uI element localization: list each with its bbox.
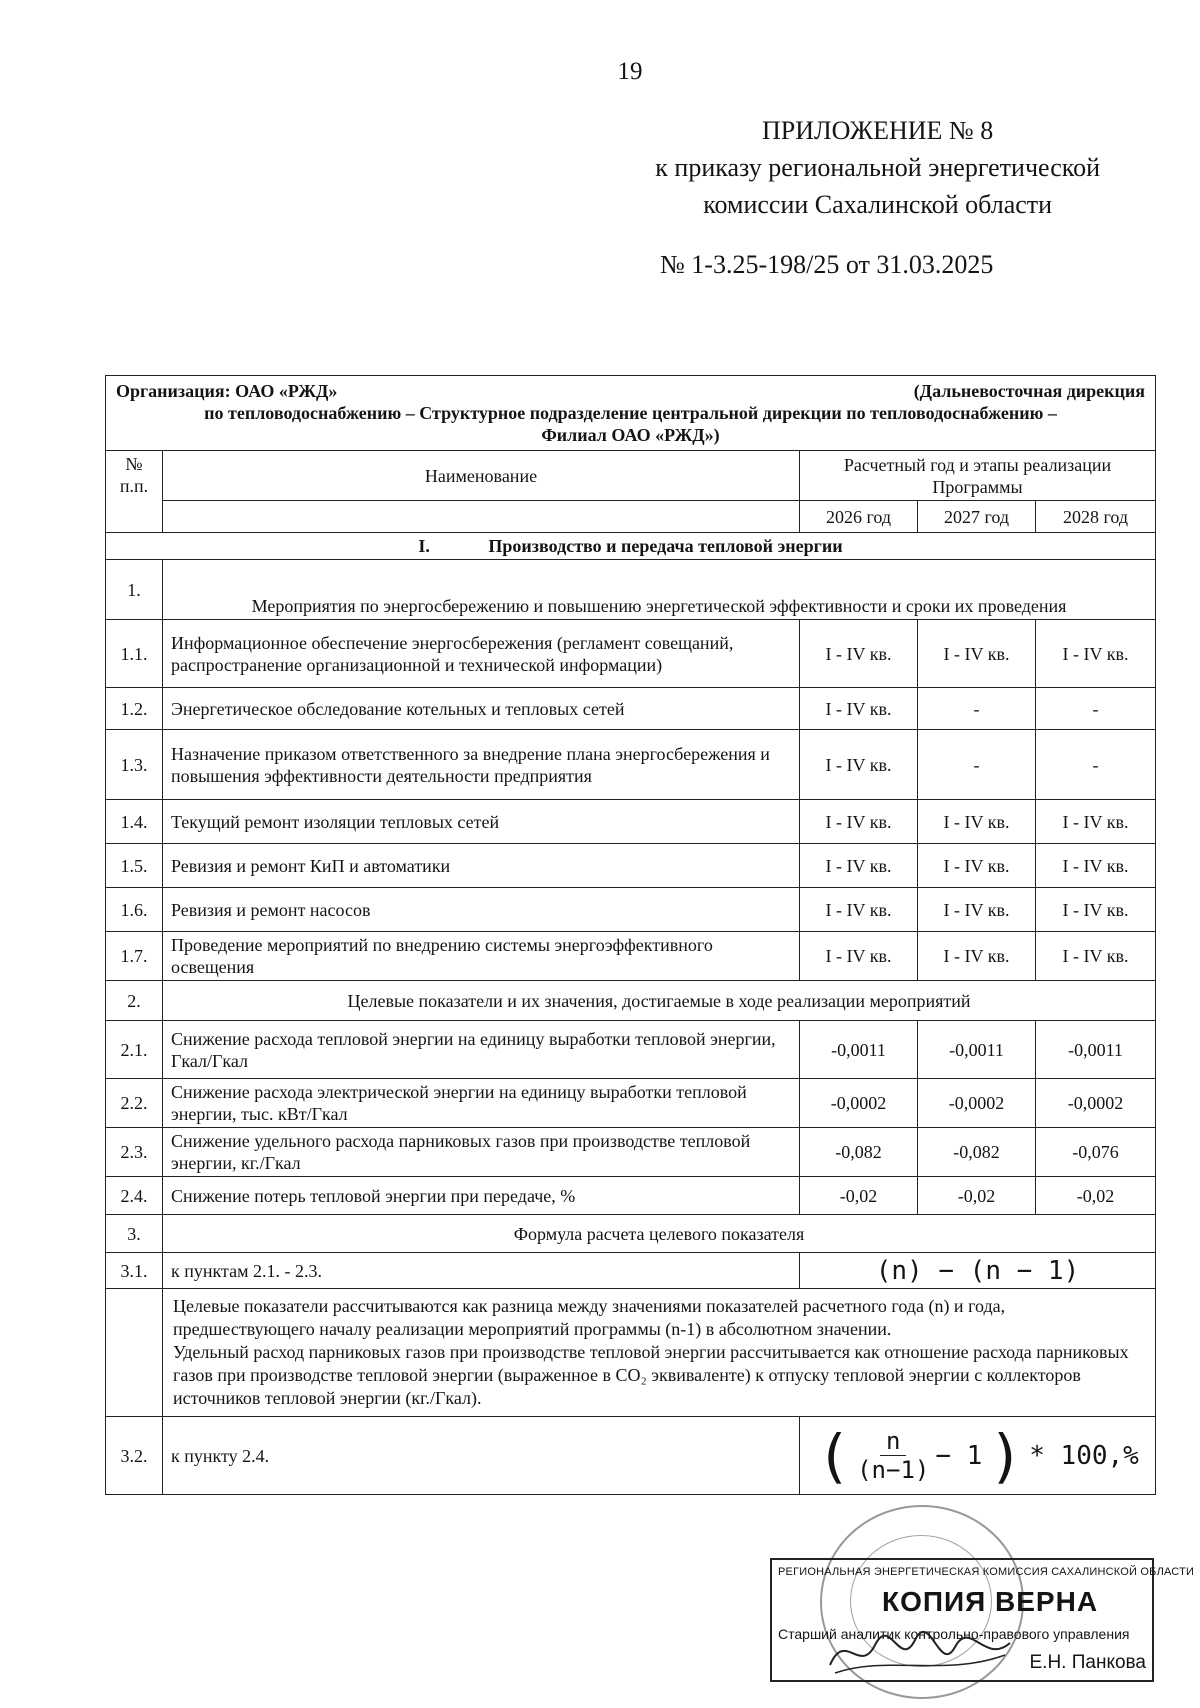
row-name: к пунктам 2.1. - 2.3.	[163, 1253, 800, 1289]
fraction-numerator: n	[880, 1427, 906, 1456]
row-value-2028: -0,076	[1036, 1128, 1156, 1177]
row-num: 2.2.	[106, 1079, 163, 1128]
formula-difference: (n) − (n − 1)	[800, 1253, 1156, 1289]
row-num: 2.1.	[106, 1021, 163, 1079]
row-num: 2.3.	[106, 1128, 163, 1177]
left-paren-glyph: (	[816, 1421, 852, 1490]
handwritten-signature-icon	[825, 1625, 1015, 1680]
row-value-2026: I - IV кв.	[800, 888, 918, 932]
row-num: 1.3.	[106, 730, 163, 800]
row-value-2028: -	[1036, 688, 1156, 730]
row-name: Снижение расхода тепловой энергии на единицу выработки тепловой энергии, Гкал/Гкал	[163, 1021, 800, 1079]
row-value-2026: I - IV кв.	[800, 844, 918, 888]
stamp-organization: РЕГИОНАЛЬНАЯ ЭНЕРГЕТИЧЕСКАЯ КОМИССИЯ САХАЛИНСКОЙ ОБЛАСТИ	[778, 1566, 1195, 1578]
organization-name: Организация: ОАО «РЖД»	[116, 381, 338, 401]
header-period: Расчетный год и этапы реализации Программы	[800, 451, 1156, 501]
row-value-2026: I - IV кв.	[800, 800, 918, 844]
row-value-2027: -0,0011	[918, 1021, 1036, 1079]
row-num: 1.4.	[106, 800, 163, 844]
formula-percent	[808, 1421, 1147, 1490]
row-value-2028: I - IV кв.	[1036, 620, 1156, 688]
row-name: Снижение потерь тепловой энергии при передаче, %	[163, 1177, 800, 1215]
row-value-2026: I - IV кв.	[800, 730, 918, 800]
row-value-2027: -	[918, 688, 1036, 730]
table-row	[106, 800, 1156, 844]
row-value-2026: -0,0011	[800, 1021, 918, 1079]
row-name: к пункту 2.4.	[163, 1417, 800, 1495]
row-value-2027: -	[918, 730, 1036, 800]
row-value-2028: I - IV кв.	[1036, 888, 1156, 932]
note-paragraph-2: Удельный расход парниковых газов при производстве тепловой энергии рассчитывается как отношение расхода парниковых газов при производстве тепловой энергии (выраженное в CO₂ эквиваленте) к отпуску тепловой энергии с коллекторов источников тепловой энергии (кг./Гкал).	[173, 1342, 1129, 1408]
formula-suffix: * 100,%	[1029, 1440, 1139, 1471]
row-value-2028: -0,02	[1036, 1177, 1156, 1215]
row-value-2026: I - IV кв.	[800, 620, 918, 688]
note-paragraph-1: Целевые показатели рассчитываются как разница между значениями показателей расчетного года (n) и года, предшествующего началу реализации мероприятий программы (n-1) в абсолютном значении.	[173, 1296, 1006, 1339]
organization-line-2: по тепловодоснабжению – Структурное подразделение центральной дирекции по тепловодоснабжению –	[204, 403, 1057, 423]
note-cell	[163, 1289, 1156, 1417]
row-value-2028: -	[1036, 730, 1156, 800]
section-row	[106, 533, 1156, 560]
page-number: 19	[617, 58, 643, 85]
year-2027: 2027 год	[918, 501, 1036, 533]
row-name: Проведение мероприятий по внедрению системы энергоэффективного освещения	[163, 932, 800, 981]
row-value-2027: I - IV кв.	[918, 888, 1036, 932]
row-value-2027: -0,082	[918, 1128, 1036, 1177]
group-row-1	[106, 560, 1156, 620]
table-row	[106, 688, 1156, 730]
group-3-num: 3.	[106, 1215, 163, 1253]
table-row	[106, 888, 1156, 932]
row-value-2027: I - IV кв.	[918, 620, 1036, 688]
row-value-2027: I - IV кв.	[918, 844, 1036, 888]
formula-tail: − 1	[935, 1440, 983, 1471]
row-value-2026: I - IV кв.	[800, 688, 918, 730]
appendix-line-2: к приказу региональной энергетической	[655, 153, 1100, 182]
row-value-2028: I - IV кв.	[1036, 932, 1156, 981]
organization-division: (Дальневосточная дирекция	[913, 381, 1146, 401]
row-num: 1.5.	[106, 844, 163, 888]
right-paren-glyph: )	[988, 1421, 1024, 1490]
appendix-header	[655, 112, 1100, 223]
row-num: 2.4.	[106, 1177, 163, 1215]
table-row	[106, 1079, 1156, 1128]
group-2-num: 2.	[106, 981, 163, 1021]
organization-cell	[106, 376, 1156, 451]
year-2026: 2026 год	[800, 501, 918, 533]
row-value-2028: I - IV кв.	[1036, 844, 1156, 888]
row-value-2027: I - IV кв.	[918, 800, 1036, 844]
formula-percent-cell	[800, 1417, 1156, 1495]
appendix-title: ПРИЛОЖЕНИЕ № 8	[762, 116, 994, 145]
group-2-title: Целевые показатели и их значения, достигаемые в ходе реализации мероприятий	[163, 981, 1156, 1021]
group-row-2	[106, 981, 1156, 1021]
section-heading	[106, 533, 1156, 560]
row-num: 3.1.	[106, 1253, 163, 1289]
header-num: № п.п.	[106, 451, 163, 533]
row-name: Ревизия и ремонт насосов	[163, 888, 800, 932]
section-title: Производство и передача тепловой энергии	[488, 536, 843, 556]
row-value-2026: -0,02	[800, 1177, 918, 1215]
row-value-2028: -0,0011	[1036, 1021, 1156, 1079]
stamp-title: КОПИЯ ВЕРНА	[882, 1586, 1099, 1617]
row-value-2027: I - IV кв.	[918, 932, 1036, 981]
appendix-line-3: комиссии Сахалинской области	[703, 190, 1053, 219]
table-row	[106, 1177, 1156, 1215]
header-years-row	[106, 501, 1156, 533]
section-roman: I.	[418, 536, 430, 556]
year-2028: 2028 год	[1036, 501, 1156, 533]
group-3-title: Формула расчета целевого показателя	[163, 1215, 1156, 1253]
table-row	[106, 1128, 1156, 1177]
header-empty	[163, 501, 800, 533]
row-value-2028: -0,0002	[1036, 1079, 1156, 1128]
row-value-2026: -0,082	[800, 1128, 918, 1177]
formula-row-1	[106, 1253, 1156, 1289]
row-num: 1.7.	[106, 932, 163, 981]
table-row	[106, 844, 1156, 888]
row-num: 1.1.	[106, 620, 163, 688]
row-value-2027: -0,02	[918, 1177, 1036, 1215]
header-row	[106, 451, 1156, 501]
group-row-3	[106, 1215, 1156, 1253]
table-row	[106, 730, 1156, 800]
row-name: Энергетическое обследование котельных и тепловых сетей	[163, 688, 800, 730]
stamp-signatory: Е.Н. Панкова	[1029, 1652, 1146, 1673]
fraction-denominator: (n−1)	[857, 1456, 930, 1484]
table-row	[106, 932, 1156, 981]
table-row	[106, 1021, 1156, 1079]
row-num: 3.2.	[106, 1417, 163, 1495]
row-name: Снижение удельного расхода парниковых газов при производстве тепловой энергии, кг./Гкал	[163, 1128, 800, 1177]
organization-row	[106, 376, 1156, 451]
order-number: № 1-3.25-198/25 от 31.03.2025	[660, 250, 994, 279]
header-name: Наименование	[163, 451, 800, 501]
row-value-2027: -0,0002	[918, 1079, 1036, 1128]
row-name: Текущий ремонт изоляции тепловых сетей	[163, 800, 800, 844]
note-row	[106, 1289, 1156, 1417]
row-value-2026: I - IV кв.	[800, 932, 918, 981]
row-name: Назначение приказом ответственного за внедрение плана энергосбережения и повышения эффективности деятельности предприятия	[163, 730, 800, 800]
fraction	[857, 1427, 929, 1484]
row-value-2028: I - IV кв.	[1036, 800, 1156, 844]
group-1-title: Мероприятия по энергосбережению и повышению энергетической эффективности и сроки их проведения	[163, 560, 1156, 620]
stamp-position: Старший аналитик контрольно-правового управления	[778, 1626, 1130, 1642]
row-value-2026: -0,0002	[800, 1079, 918, 1128]
row-name: Информационное обеспечение энергосбережения (регламент совещаний, распространение организационной и технической информации)	[163, 620, 800, 688]
table-row	[106, 620, 1156, 688]
formula-row-2	[106, 1417, 1156, 1495]
organization-line-3: Филиал ОАО «РЖД»)	[541, 425, 720, 445]
energy-saving-program-table	[105, 375, 1156, 1495]
row-name: Ревизия и ремонт КиП и автоматики	[163, 844, 800, 888]
row-name: Снижение расхода электрической энергии на единицу выработки тепловой энергии, тыс. кВт/Гкал	[163, 1079, 800, 1128]
group-1-num: 1.	[106, 560, 163, 620]
row-num: 1.6.	[106, 888, 163, 932]
note-num-empty	[106, 1289, 163, 1417]
row-num: 1.2.	[106, 688, 163, 730]
